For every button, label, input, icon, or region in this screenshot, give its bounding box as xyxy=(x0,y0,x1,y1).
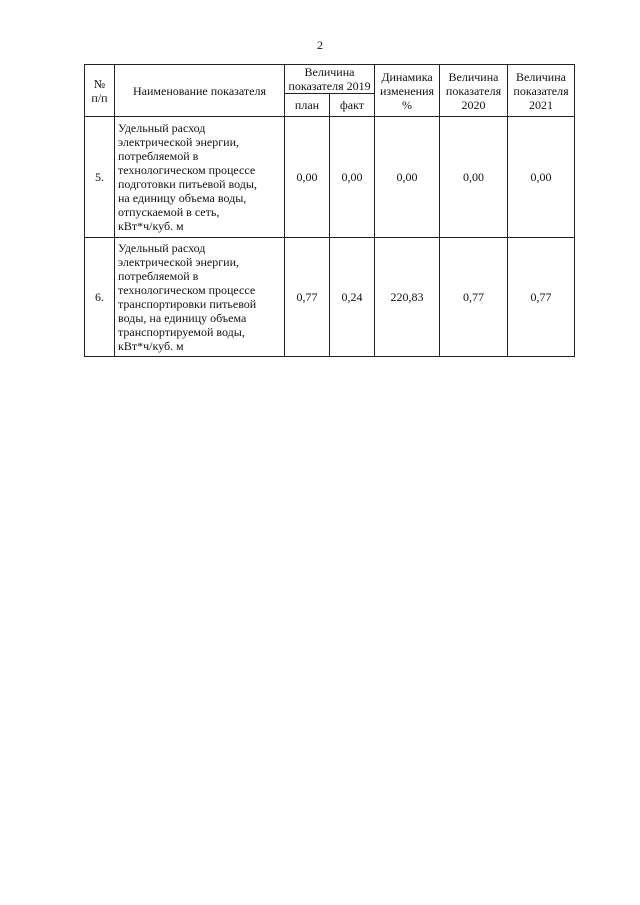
header-fact: факт xyxy=(330,94,375,117)
row-num: 6. xyxy=(85,238,115,357)
row-dynamics: 0,00 xyxy=(375,117,440,238)
header-num: № п/п xyxy=(85,65,115,117)
header-row xyxy=(85,65,575,94)
table-row xyxy=(85,238,575,357)
row-plan: 0,77 xyxy=(285,238,330,357)
row-dynamics: 220,83 xyxy=(375,238,440,357)
header-value-2019: Величина показателя 2019 xyxy=(285,65,375,94)
header-name: Наименование показателя xyxy=(115,65,285,117)
row-value-2021: 0,77 xyxy=(508,238,575,357)
row-value-2020: 0,77 xyxy=(440,238,508,357)
row-value-2020: 0,00 xyxy=(440,117,508,238)
header-plan: план xyxy=(285,94,330,117)
row-num: 5. xyxy=(85,117,115,238)
header-value-2021: Величина показателя 2021 xyxy=(508,65,575,117)
page-number: 2 xyxy=(317,38,323,52)
header-value-2020: Величина показателя 2020 xyxy=(440,65,508,117)
header-dynamics: Динамика изменения % xyxy=(375,65,440,117)
row-name: Удельный расход электрической энергии, потребляемой в технологическом процессе подготовки питьевой воды, на единицу объема воды, отпускаемой в сеть, кВт*ч/куб. м xyxy=(115,117,285,238)
row-plan: 0,00 xyxy=(285,117,330,238)
row-fact: 0,24 xyxy=(330,238,375,357)
row-value-2021: 0,00 xyxy=(508,117,575,238)
row-fact: 0,00 xyxy=(330,117,375,238)
table-row xyxy=(85,117,575,238)
indicators-table xyxy=(84,64,575,357)
row-name: Удельный расход электрической энергии, потребляемой в технологическом процессе транспортировки питьевой воды, на единицу объема транспортируемой воды, кВт*ч/куб. м xyxy=(115,238,285,357)
